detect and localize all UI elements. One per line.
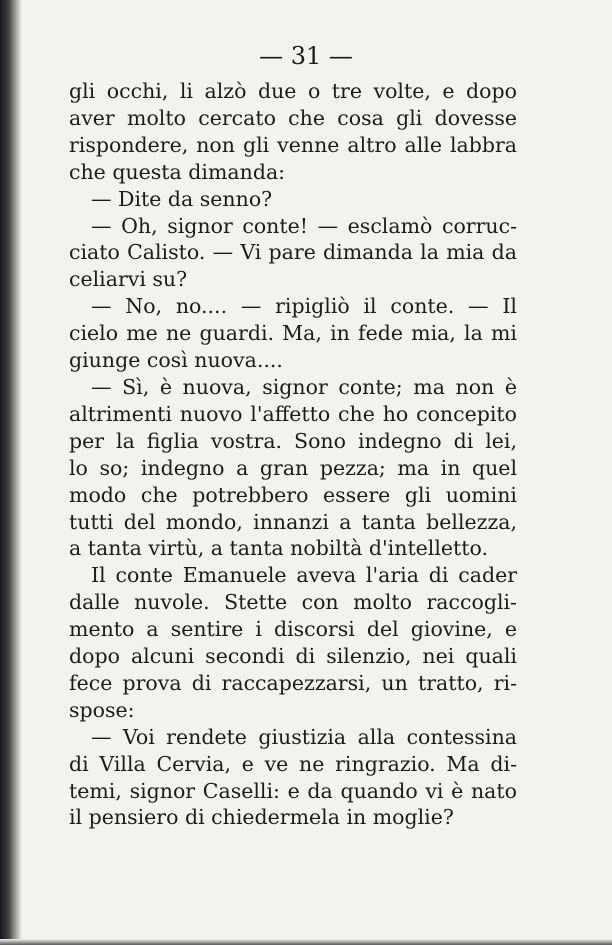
body-text: [69, 78, 517, 831]
text-line: di Villa Cervia, e ve ne ringrazio. Ma di-: [69, 751, 517, 776]
text-line: tutti del mondo, innanzi a tanta bellezza,: [69, 509, 517, 534]
text-line: mento a sentire i discorsi del giovine, e: [69, 617, 517, 642]
text-line: Il conte Emanuele aveva l'aria di cader: [91, 563, 517, 588]
text-line: modo che potrebbero essere gli uomini: [69, 482, 517, 507]
text-line: — No, no.... — ripigliò il conte. — Il: [91, 294, 517, 319]
text-line: — Sì, è nuova, signor conte; ma non è: [91, 374, 517, 399]
text-line: cielo me ne guardi. Ma, in fede mia, la mi: [69, 321, 517, 346]
text-line: — Voi rendete giustizia alla contessina: [91, 724, 517, 749]
text-line: — Oh, signor conte! — esclamò corruc-: [91, 213, 517, 238]
text-line: giunge così nuova....: [69, 348, 283, 373]
text-line: fece prova di raccapezzarsi, un tratto, ri-: [69, 670, 517, 695]
text-line: ciato Calisto. — Vi pare dimanda la mia da: [69, 240, 517, 265]
text-line: lo so; indegno a gran pezza; ma in quel: [69, 455, 517, 480]
text-line: spose:: [69, 697, 135, 722]
text-line: che questa dimanda:: [69, 159, 286, 184]
text-line: dalle nuvole. Stette con molto raccogli-: [69, 590, 517, 615]
text-line: rispondere, non gli venne altro alle labbra: [69, 132, 517, 157]
text-line: temi, signor Caselli: e da quando vi è nato: [69, 778, 517, 803]
text-line: a tanta virtù, a tanta nobiltà d'intelletto.: [69, 536, 489, 561]
text-line: dopo alcuni secondi di silenzio, nei quali: [69, 644, 517, 669]
text-line: aver molto cercato che cosa gli dovesse: [69, 105, 517, 130]
text-line: per la figlia vostra. Sono indegno di lei,: [69, 428, 517, 453]
text-line: il pensiero di chiedermela in moglie?: [69, 805, 454, 830]
page-binding-shadow: [0, 0, 22, 945]
text-line: altrimenti nuovo l'affetto che ho concepito: [69, 401, 517, 426]
text-line: — Dite da senno?: [91, 186, 273, 211]
text-line: celiarvi su?: [69, 267, 188, 292]
page-bottom-edge: [0, 939, 612, 945]
page-number: — 31 —: [259, 42, 353, 70]
text-line: gli occhi, li alzò due o tre volte, e dopo: [69, 79, 517, 103]
